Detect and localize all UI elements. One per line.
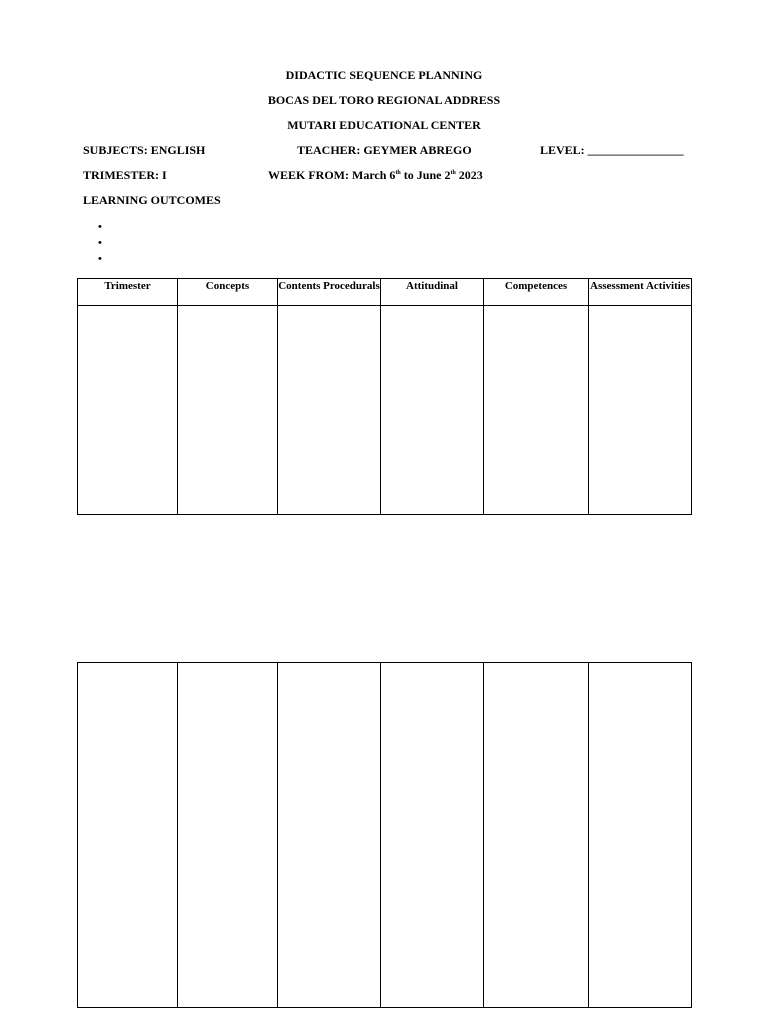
- table-row: [78, 306, 692, 515]
- column-header-concepts: Concepts: [178, 279, 278, 306]
- week-range-field: [268, 168, 483, 182]
- week-year-text: 2023: [455, 168, 483, 182]
- column-header-attitudinal: Attitudinal: [381, 279, 484, 306]
- learning-outcomes-heading: LEARNING OUTCOMES: [83, 193, 221, 207]
- ordinal-suffix: th: [395, 170, 401, 176]
- subjects-field: SUBJECTS: ENGLISH: [83, 143, 206, 157]
- column-header-trimester: Trimester: [78, 279, 178, 306]
- table-cell[interactable]: [589, 306, 692, 515]
- ordinal-suffix: th: [450, 170, 456, 176]
- week-start-text: WEEK FROM: March 6: [268, 168, 396, 182]
- table-cell[interactable]: [178, 306, 278, 515]
- table-cell[interactable]: [78, 306, 178, 515]
- school-name: MUTARI EDUCATIONAL CENTER: [287, 118, 481, 132]
- table-cell[interactable]: [589, 663, 692, 1008]
- week-end-text: to June 2: [400, 168, 451, 182]
- table-cell[interactable]: [278, 306, 381, 515]
- regional-address: BOCAS DEL TORO REGIONAL ADDRESS: [267, 93, 501, 107]
- table-cell[interactable]: [78, 663, 178, 1008]
- table-cell[interactable]: [381, 663, 484, 1008]
- teacher-field: TEACHER: GEYMER ABREGO: [297, 143, 472, 157]
- table-cell[interactable]: [381, 306, 484, 515]
- column-header-competences: Competences: [484, 279, 589, 306]
- table-cell[interactable]: [484, 306, 589, 515]
- table-row: [78, 663, 692, 1008]
- column-header-assessment-activities: Assessment Activities: [589, 279, 692, 306]
- table-cell[interactable]: [484, 663, 589, 1008]
- column-header-contents-procedurals: Contents Procedurals: [278, 279, 381, 306]
- planning-table: [77, 278, 692, 515]
- planning-table-continued: [77, 662, 692, 1008]
- table-cell[interactable]: [278, 663, 381, 1008]
- table-cell[interactable]: [178, 663, 278, 1008]
- trimester-field: TRIMESTER: I: [83, 168, 167, 182]
- level-field: LEVEL: ________________: [540, 143, 684, 157]
- table-header-row: [78, 279, 692, 306]
- document-title: DIDACTIC SEQUENCE PLANNING: [285, 68, 483, 82]
